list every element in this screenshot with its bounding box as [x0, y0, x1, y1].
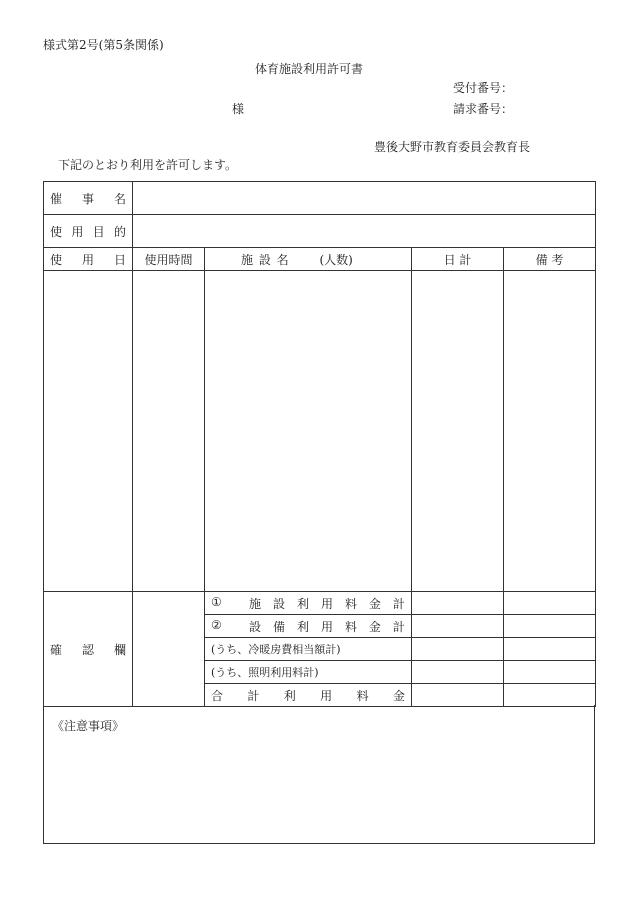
total-fee-label: 合 計 利 用 料 金	[205, 684, 412, 707]
form-number: 様式第2号(第5条関係)	[43, 38, 164, 52]
lighting-fee-value	[412, 661, 504, 684]
col-date-header: 使 用 日	[44, 248, 133, 271]
purpose-row	[44, 215, 596, 248]
facility-cell	[205, 271, 412, 592]
facility-fee-total-value	[412, 592, 504, 615]
usage-time-cell	[133, 271, 205, 592]
total-fee-remarks	[504, 684, 596, 707]
column-header-row	[44, 248, 596, 271]
permit-statement: 下記のとおり利用を許可します。	[58, 158, 238, 172]
reception-number-label: 受付番号：	[453, 81, 514, 95]
event-name-row	[44, 182, 596, 215]
total-fee-value	[412, 684, 504, 707]
notes-box	[43, 705, 595, 844]
usage-entry-row	[44, 271, 596, 592]
daily-total-cell	[412, 271, 504, 592]
col-remarks-header: 備 考	[504, 248, 596, 271]
lighting-fee-remarks	[504, 661, 596, 684]
facility-fee-total-remarks	[504, 592, 596, 615]
equipment-fee-total-remarks	[504, 615, 596, 638]
col-facility-header: 施 設 名 (人数)	[205, 248, 412, 271]
remarks-cell	[504, 271, 596, 592]
heating-cooling-fee-remarks	[504, 638, 596, 661]
purpose-label: 使 用 目 的	[44, 215, 133, 248]
lighting-fee-label: (うち、照明利用料計)	[205, 661, 412, 684]
equipment-fee-total-value	[412, 615, 504, 638]
invoice-number-label: 請求番号：	[453, 102, 514, 116]
event-name-value	[133, 182, 596, 215]
confirmation-label: 確 認 欄	[44, 592, 133, 707]
heating-cooling-fee-label: (うち、冷暖房費相当額計)	[205, 638, 412, 661]
facility-fee-total-label: ① 施 設 利 用 料 金 計	[205, 592, 412, 615]
issuer: 豊後大野市教育委員会教育長	[374, 140, 531, 154]
notes-label: 《注意事項》	[52, 719, 125, 733]
event-name-label: 催 事 名	[44, 182, 133, 215]
purpose-value	[133, 215, 596, 248]
recipient-honorific: 様	[232, 102, 245, 116]
equipment-fee-total-label: ② 設 備 利 用 料 金 計	[205, 615, 412, 638]
heating-cooling-fee-value	[412, 638, 504, 661]
col-daily-total-header: 日 計	[412, 248, 504, 271]
document-title: 体育施設利用許可書	[255, 62, 364, 76]
confirmation-cell	[133, 592, 205, 707]
usage-date-cell	[44, 271, 133, 592]
permit-table	[43, 181, 596, 707]
col-time-header: 使用時間	[133, 248, 205, 271]
fee-row	[44, 592, 596, 615]
